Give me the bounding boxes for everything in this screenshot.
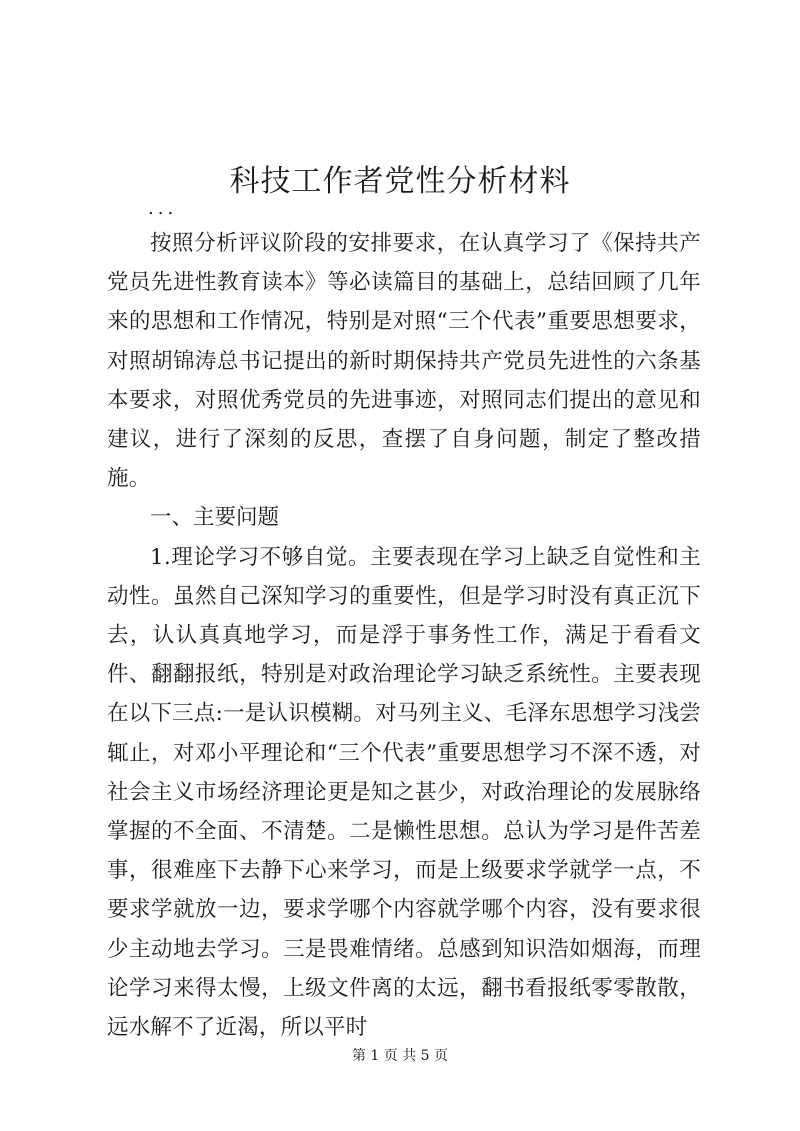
problem-paragraph: 1.理论学习不够自觉。主要表现在学习上缺乏自觉性和主动性。虽然自己深知学习的重要性，但是学习时没有真正沉下去，认认真真地学习，而是浮于事务性工作，满足于看看文件、翻翻报纸，特别是对政治理论学习缺乏系统性。主要表现在以下三点:一是认识模糊。对马列主义、毛泽东思想学习浅尝辄止，对邓小平理论和“三个代表”重要思想学习不深不透，对社会主义市场经济理论更是知之甚少，对政治理论的发展脉络掌握的不全面、不清楚。二是懒性思想。总认为学习是件苦差事，很难座下去静下心来学习，而是上级要求学就学一点，不要求学就放一边，要求学哪个内容就学哪个内容，没有要求很少主动地去学习。三是畏难情绪。总感到知识浩如烟海，而理论学习来得太慢，上级文件离的太远，翻书看报纸零零散散，远水解不了近渴，所以平时 <box>107 544 701 1041</box>
document-title: 科技工作者党性分析材料 <box>229 164 571 200</box>
ellipsis-marker: ... <box>148 198 178 219</box>
intro-paragraph: 按照分析评议阶段的安排要求，在认真学习了《保持共产党员先进性教育读本》等必读篇目的基础上，总结回顾了几年来的思想和工作情况，特别是对照“三个代表”重要思想要求，对照胡锦涛总书记提出的新时期保持共产党员先进性的六条基本要求，对照优秀党员的先进事迹，对照同志们提出的意见和建议，进行了深刻的反思，查摆了自身问题，制定了整改措施。 <box>107 231 701 492</box>
section-heading: 一、主要问题 <box>150 505 280 531</box>
document-body <box>107 224 701 1047</box>
page-footer: 第 1 页 共 5 页 <box>351 1048 449 1064</box>
